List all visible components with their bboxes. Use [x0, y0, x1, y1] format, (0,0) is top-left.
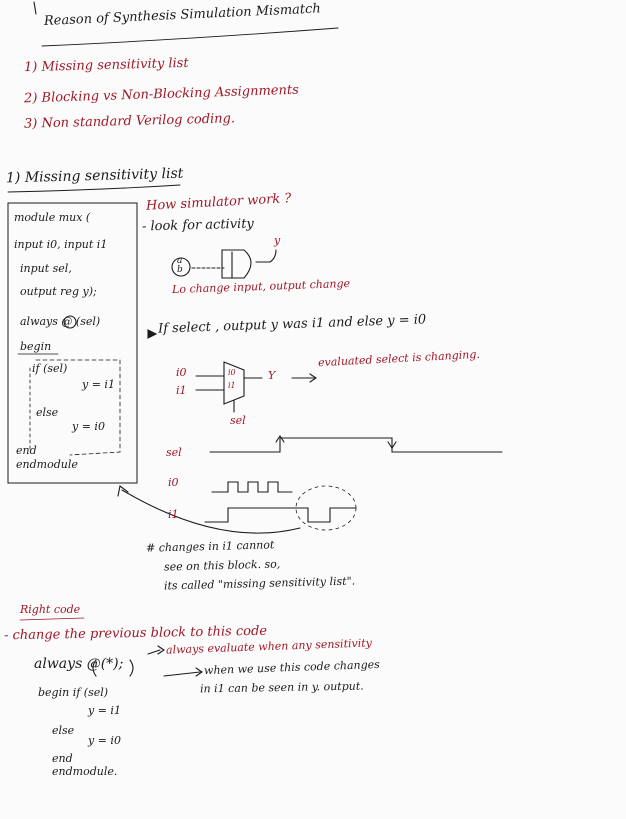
changes-note-3: its called "missing sensitivity list".: [163, 574, 356, 593]
wave-label-sel: sel: [166, 446, 182, 459]
code-line-1: module mux (: [14, 211, 91, 224]
right-code-heading: Right code: [20, 603, 81, 616]
page-title: Reason of Synthesis Simulation Mismatch: [43, 1, 322, 29]
reason-item-2: 2) Blocking vs Non-Blocking Assignments: [23, 82, 299, 107]
code-line-10: y = i0: [72, 420, 105, 433]
reason-item-1: 1) Missing sensitivity list: [23, 55, 189, 76]
right-code-line-6: end: [52, 752, 73, 765]
reason-item-3: 3) Non standard Verilog coding.: [23, 111, 236, 132]
right-code-line-7: endmodule.: [52, 765, 118, 778]
mux-eval-note: evaluated select is changing.: [317, 347, 481, 370]
code-line-7: if (sel): [32, 362, 68, 375]
flop-label-b: b: [177, 265, 183, 275]
code-line-3: input sel,: [20, 262, 72, 275]
mux-inner-i0: i0: [228, 368, 236, 377]
right-note-1: always evaluate when any sensitivity: [165, 636, 373, 657]
flop-out-label: y: [274, 234, 281, 247]
right-note-3: in i1 can be seen in y. output.: [199, 679, 364, 696]
sim-note-line-2: - look for activity: [141, 216, 255, 235]
code-line-2: input i0, input i1: [14, 238, 108, 251]
right-code-intro: - change the previous block to this code: [3, 623, 268, 644]
sim-note-line-1: How simulator work ?: [145, 191, 292, 214]
changes-note-1: # changes in i1 cannot: [145, 538, 275, 555]
section-heading: 1) Missing sensitivity list: [5, 165, 184, 187]
code-line-12: endmodule: [16, 458, 78, 471]
mux-sel-label: sel: [230, 414, 246, 427]
select-note: If select , output y was i1 and else y = i0: [157, 312, 427, 337]
right-note-2: when we use this code changes: [203, 657, 381, 678]
mux-output-y: Y: [268, 369, 276, 382]
right-code-line-4: else: [52, 724, 75, 737]
wave-label-i0: i0: [168, 476, 179, 489]
flop-label-a: a: [177, 256, 183, 266]
right-code-line-5: y = i0: [88, 734, 121, 747]
code-line-4: output reg y);: [20, 285, 97, 298]
right-code-line-1: always @(*);: [34, 656, 124, 672]
wave-label-i1: i1: [168, 508, 179, 521]
changes-note-2: see on this block. so,: [163, 557, 281, 574]
code-line-5: always @ (sel): [20, 315, 101, 328]
code-line-6: begin: [20, 340, 52, 353]
mux-input-i0: i0: [176, 366, 187, 379]
mux-input-i1: i1: [176, 384, 187, 397]
code-line-8: y = i1: [82, 378, 115, 391]
code-line-9: else: [36, 406, 59, 419]
right-code-line-3: y = i1: [88, 704, 121, 717]
flop-caption: Lo change input, output change: [171, 276, 351, 297]
right-code-line-2: begin if (sel): [38, 686, 109, 699]
mux-inner-i1: i1: [228, 381, 236, 390]
code-line-11: end: [16, 444, 37, 457]
